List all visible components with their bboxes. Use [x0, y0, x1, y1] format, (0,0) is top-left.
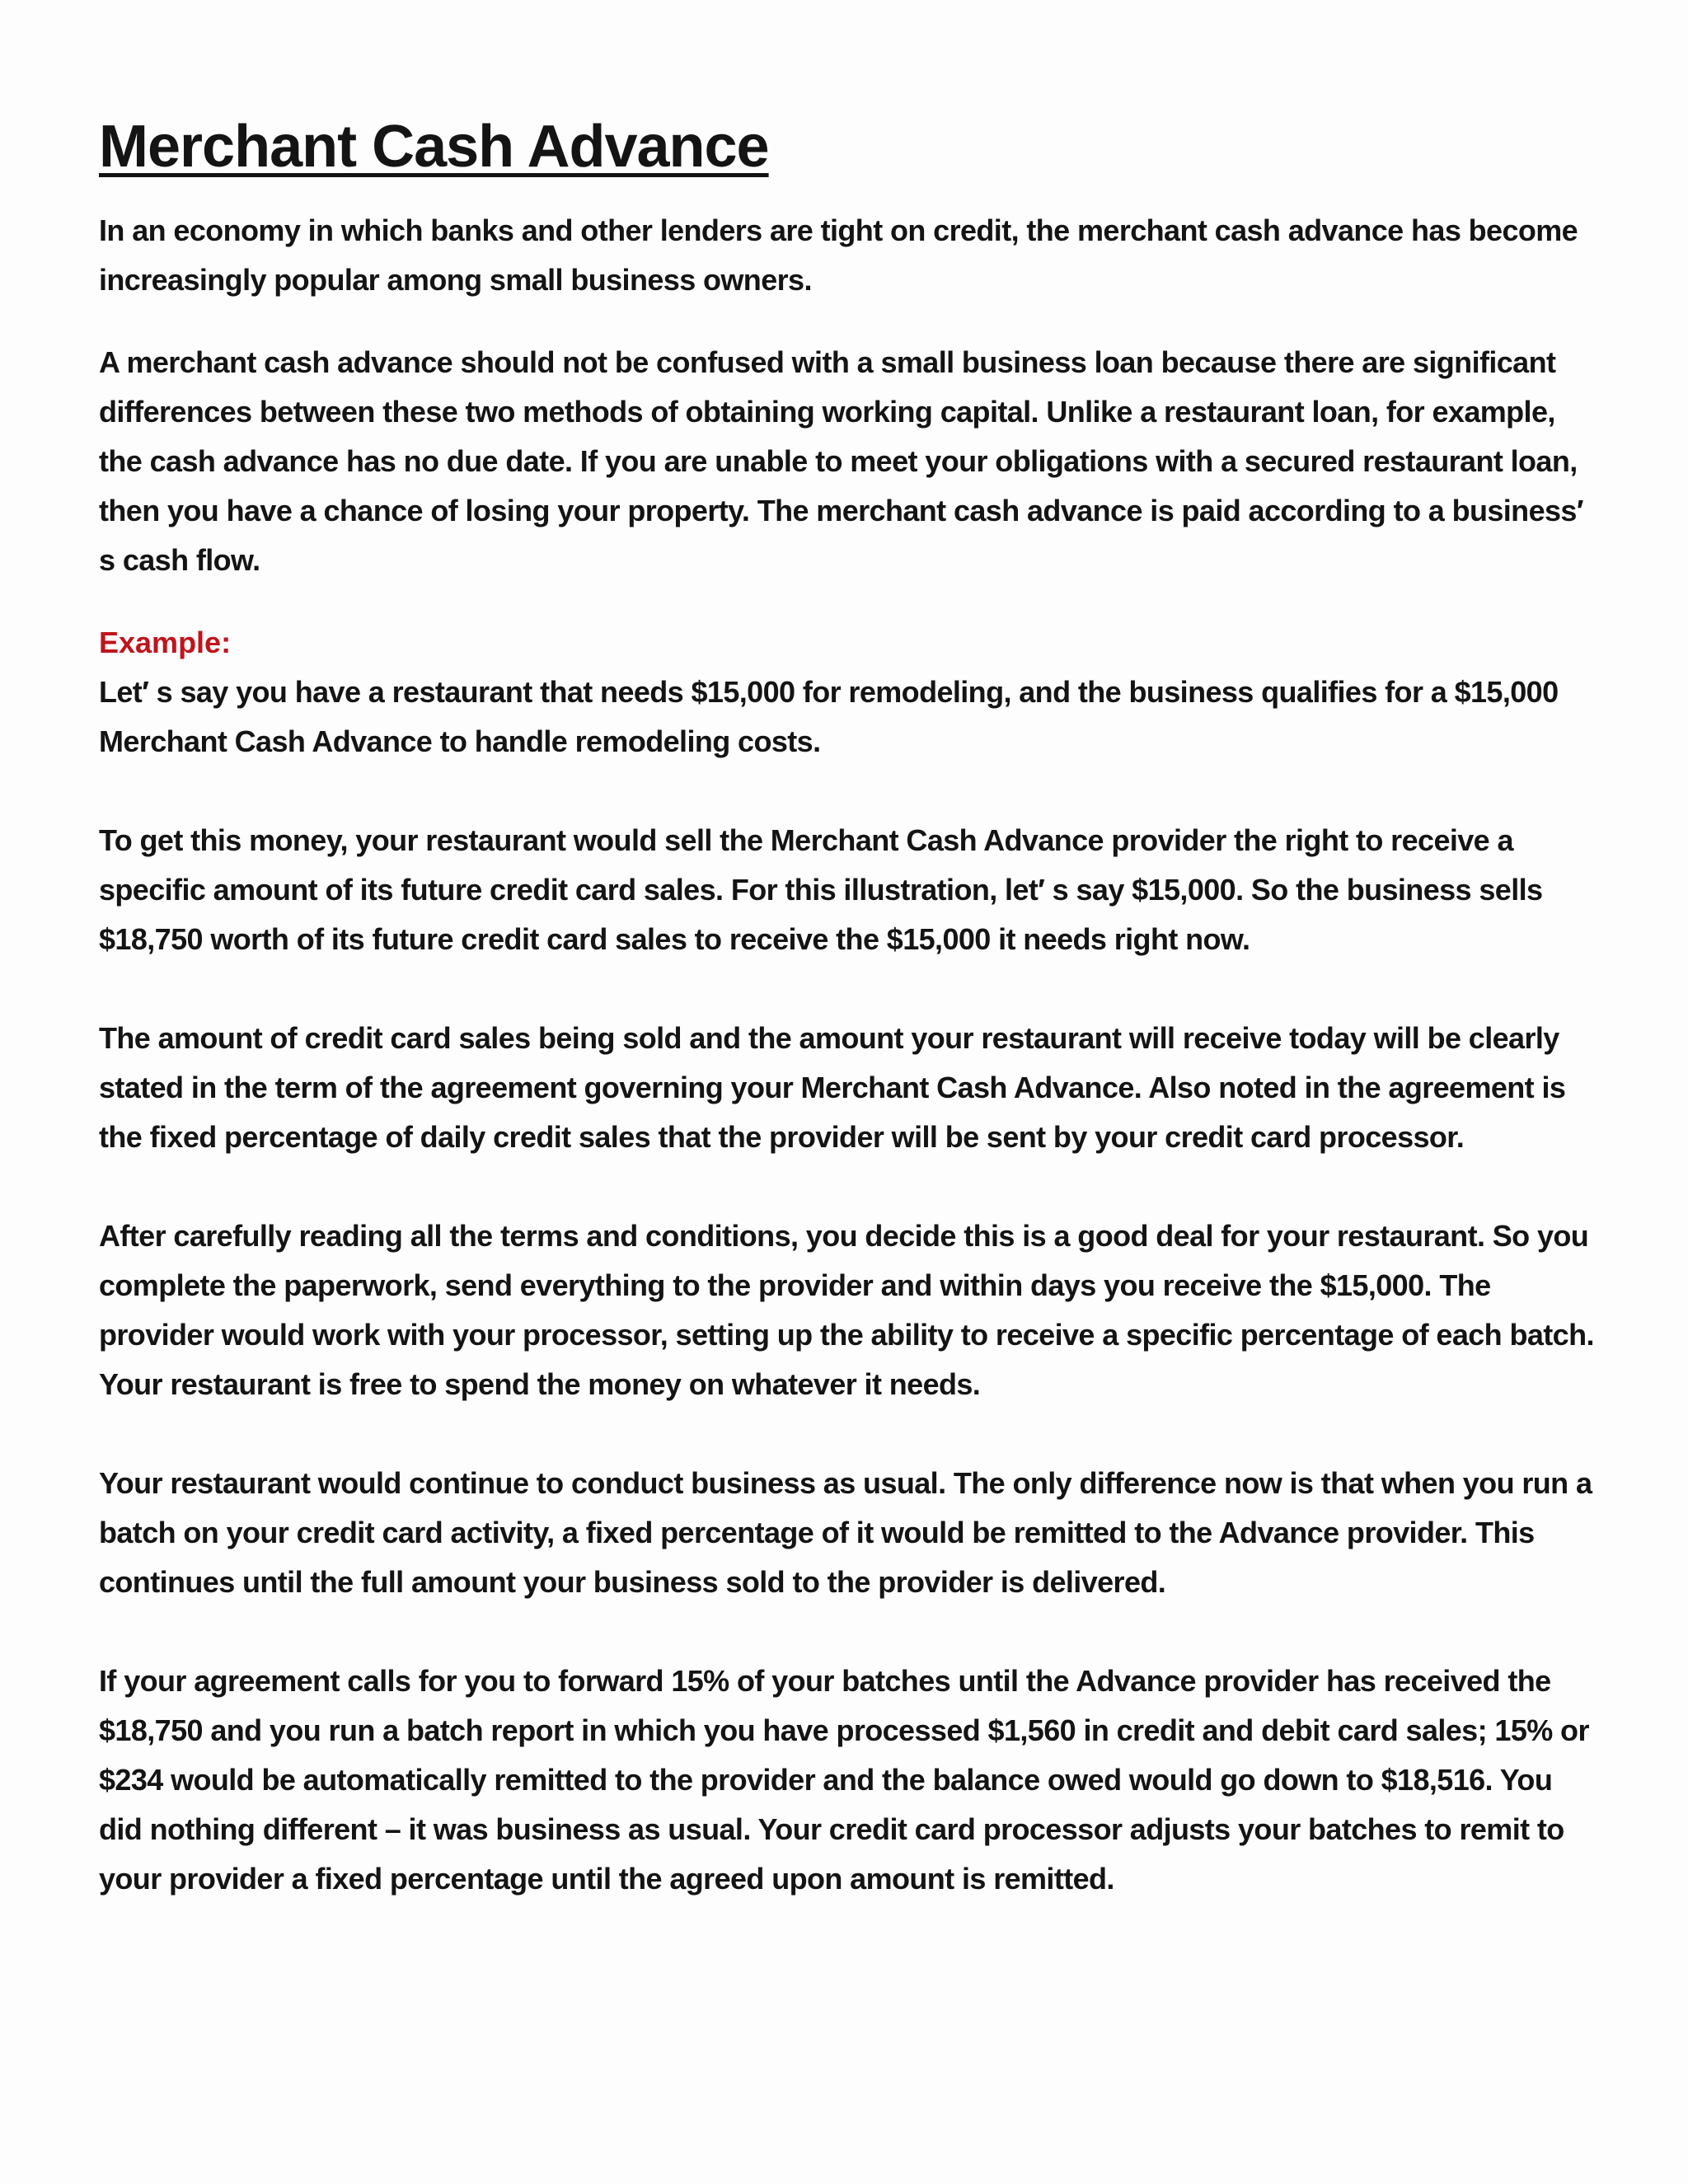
- document-page: [99, 105, 1599, 1904]
- difference-paragraph: A merchant cash advance should not be confused with a small business loan because there are significant differences between these two methods of obtaining working capital. Unlike a restaurant loan, for example, the cash advance has no due date. If you are unable to meet your obligations with a secured restaurant loan, then you have a chance of losing your property. The merchant cash advance is paid according to a business′ s cash flow.: [99, 345, 1583, 577]
- page-title: Merchant Cash Advance: [99, 114, 769, 180]
- example-paragraph-4: After carefully reading all the terms and conditions, you decide this is a good deal for your restaurant. So you complete the paperwork, send everything to the provider and within days you receive the $15,000. The provider would work with your processor, setting up the ability to receive a specific percentage of each batch. Your restaurant is free to spend the money on whatever it needs.: [99, 1219, 1594, 1401]
- example-label: Example:: [99, 626, 232, 659]
- example-paragraph-2: To get this money, your restaurant would sell the Merchant Cash Advance provider the right to receive a specific amount of its future credit card sales. For this illustration, let′ s say $15,000. So the business sells $18,750 worth of its future credit card sales to receive the $15,000 it needs right now.: [99, 823, 1543, 956]
- intro-paragraph: In an economy in which banks and other lenders are tight on credit, the merchant cash advance has become increasingly popular among small business owners.: [99, 213, 1578, 297]
- example-paragraph-1: Let′ s say you have a restaurant that needs $15,000 for remodeling, and the business qualifies for a $15,000 Merchant Cash Advance to handle remodeling costs.: [99, 675, 1559, 758]
- example-paragraph-5: Your restaurant would continue to conduct business as usual. The only difference now is that when you run a batch on your credit card activity, a fixed percentage of it would be remitted to the Advance provider. This continues until the full amount your business sold to the provider is delivered.: [99, 1466, 1592, 1599]
- example-paragraph-3: The amount of credit card sales being sold and the amount your restaurant will receive today will be clearly stated in the term of the agreement governing your Merchant Cash Advance. Also noted in the agreement is the fixed percentage of daily credit sales that the provider will be sent by your credit card processor.: [99, 1021, 1566, 1154]
- example-paragraph-6: If your agreement calls for you to forward 15% of your batches until the Advance provider has received the $18,750 and you run a batch report in which you have processed $1,560 in credit and debit card sales; 15% or $234 would be automatically remitted to the provider and the balance owed would go down to $18,516. You did nothing different – it was business as usual. Your credit card processor adjusts your batches to remit to your provider a fixed percentage until the agreed upon amount is remitted.: [99, 1664, 1589, 1896]
